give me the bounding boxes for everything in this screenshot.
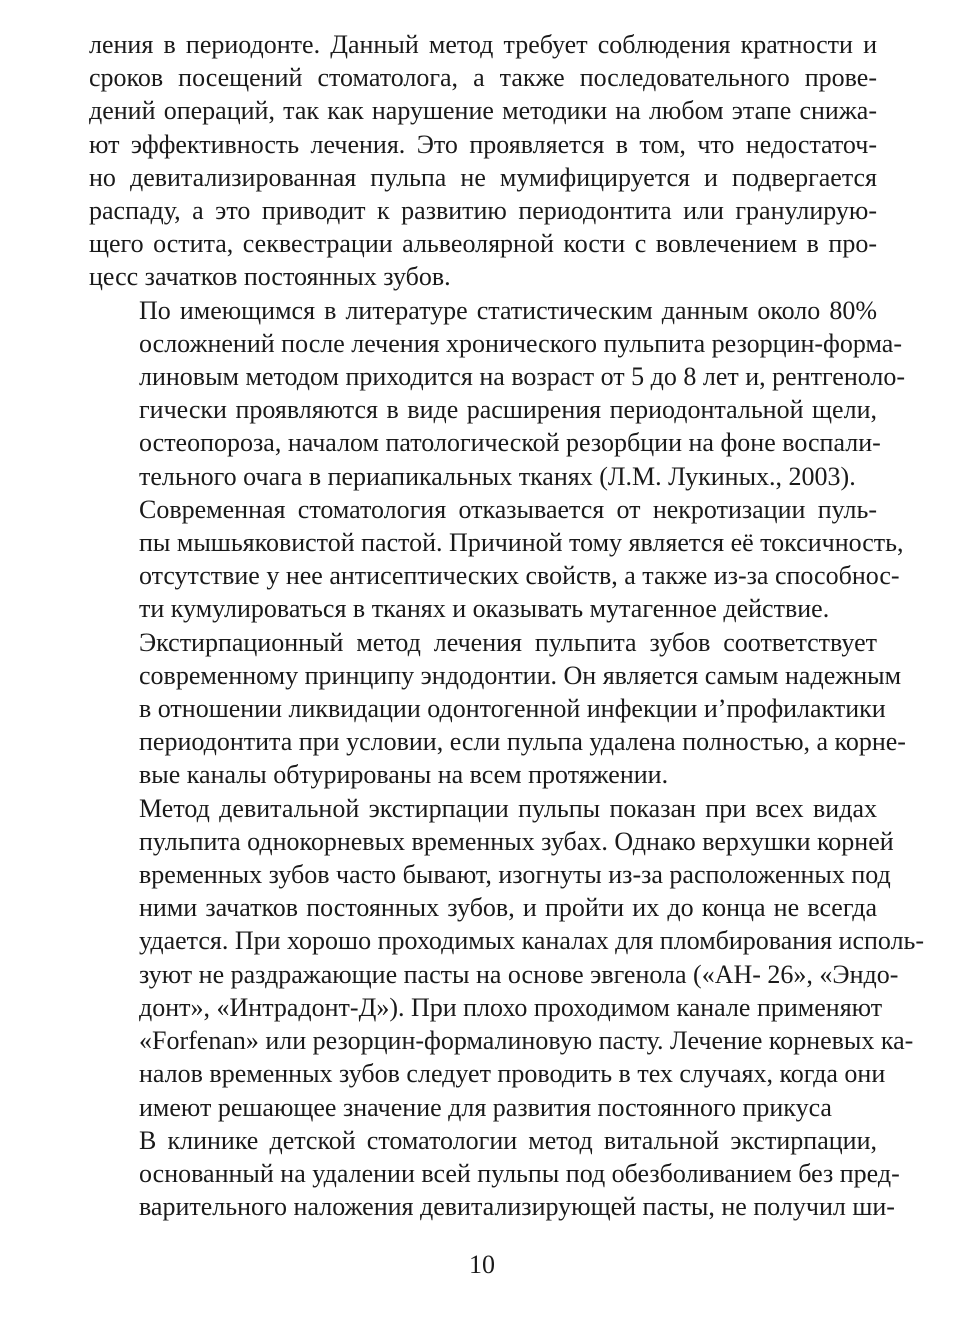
paragraph [89, 1124, 900, 1224]
text-line: «Forfenan» или резорцин-формалиновую пасту. Лечение корневых ка- [139, 1026, 914, 1056]
text-line: налов временных зубов следует проводить в тех случаях, когда они [139, 1059, 886, 1089]
text-line: В клинике детской стоматологии метод витальной экстирпации, [139, 1125, 877, 1155]
text-line: отсутствие у нее антисептических свойств, а также из-за способнос- [139, 561, 900, 591]
text-line: Экстирпационный метод лечения пульпита зубов соответствует [139, 627, 877, 657]
text-line: тельного очага в периапикальных тканях (Л.М. Лукиных., 2003). [139, 461, 856, 491]
paragraph [89, 792, 925, 1124]
text-line: ют эффективность лечения. Это проявляется в том, что недостаточ- [89, 129, 877, 159]
text-line: ти кумулироваться в тканях и оказывать мутагенное действие. [139, 594, 830, 624]
text-line: сроков посещений стоматолога, а также последовательного прове- [89, 63, 877, 93]
document-body [89, 28, 925, 1223]
text-line: линовым методом приходится на возраст от 5 до 8 лет и, рентгеноло- [139, 362, 906, 392]
text-line: щего остита, секвестрации альвеолярной кости с вовлечением в про- [89, 229, 877, 259]
paragraph [89, 294, 906, 493]
text-line: ления в периодонте. Данный метод требует соблюдения кратности и [89, 30, 877, 59]
text-line: Метод девитальной экстирпации пульпы показан при всех видах [139, 793, 877, 823]
text-line: зуют не раздражающие пасты на основе эвгенола («АН- 26», «Эндо- [139, 959, 899, 989]
text-line: временных зубов часто бывают, изогнуты из-за расположенных под [139, 860, 891, 890]
page-number: 10 [469, 1250, 495, 1279]
text-line: имеют решающее значение для развития постоянного прикуса [139, 1092, 832, 1122]
text-line: в отношении ликвидации одонтогенной инфекции и’профилактики [139, 694, 886, 724]
text-line: периодонтита при условии, если пульпа удалена полностью, а корне- [139, 727, 906, 757]
text-line: остеопороза, началом патологической резорбции на фоне воспали- [139, 428, 881, 458]
text-line: гически проявляются в виде расширения периодонтальной щели, [139, 395, 877, 425]
text-line: дений операций, так как нарушение методики на любом этапе снижа- [89, 96, 877, 126]
text-line: варительного наложения девитализирующей пасты, не получил ши- [139, 1192, 895, 1222]
text-line: ними зачатков постоянных зубов, и пройти их до конца не всегда [139, 893, 877, 923]
text-line: осложнений после лечения хронического пульпита резорцин-форма- [139, 328, 902, 358]
text-line: но девитализированная пульпа не мумифицируется и подвергается [89, 162, 877, 192]
text-line: распаду, а это приводит к развитию периодонтита или гранулирую- [89, 196, 877, 226]
paragraph [89, 626, 906, 792]
text-line: основанный на удалении всей пульпы под обезболиванием без пред- [139, 1158, 900, 1188]
text-line: пы мышьяковистой пастой. Причиной тому является её токсичность, [139, 528, 904, 558]
text-line: удается. При хорошо проходимых каналах для пломбирования исполь- [139, 926, 925, 956]
paragraph [89, 493, 904, 626]
text-line: современному принципу эндодонтии. Он является самым надежным [139, 660, 902, 690]
text-line: пульпита однокорневых временных зубах. Однако верхушки корней [139, 826, 894, 856]
text-line: Современная стоматология отказывается от некротизации пуль- [139, 494, 877, 524]
text-line: донт», «Интрадонт-Д»). При плохо проходимом канале применяют [139, 992, 883, 1022]
text-line: По имеющимся в литературе статистическим данным около 80% [139, 295, 877, 325]
paragraph [89, 28, 877, 294]
text-line: цесс зачатков постоянных зубов. [89, 262, 451, 292]
text-line: вые каналы обтурированы на всем протяжении. [139, 760, 669, 790]
